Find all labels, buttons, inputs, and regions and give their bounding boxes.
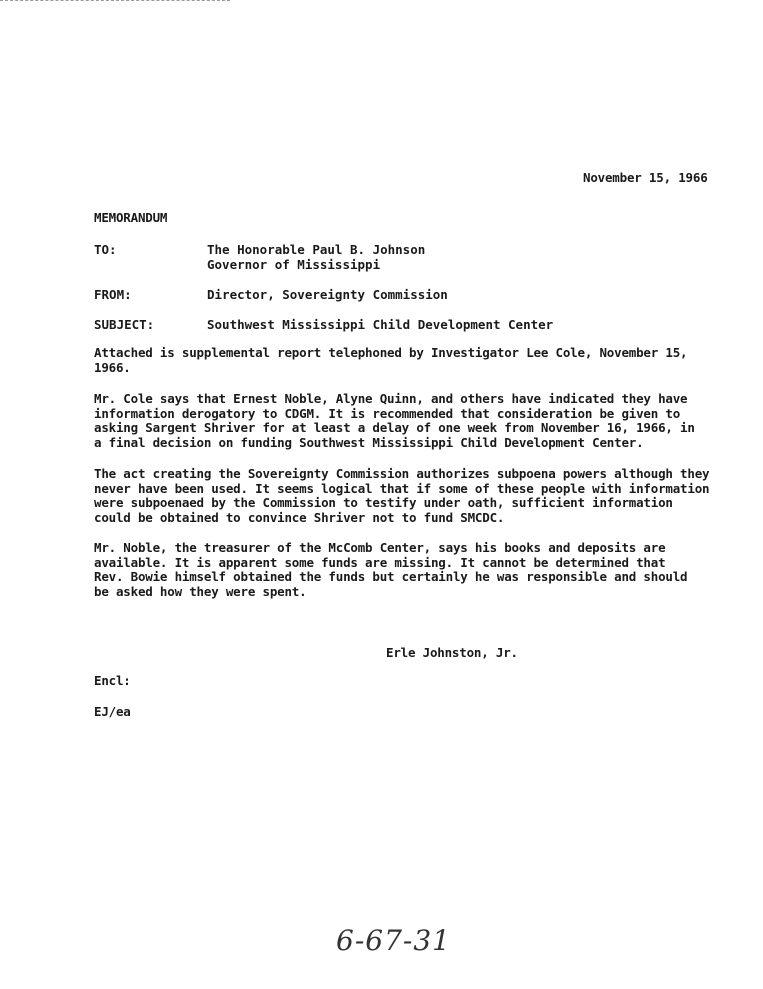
paragraph-line: Mr. Noble, the treasurer of the McComb Center, says his books and deposits are — [94, 540, 666, 555]
subject-text: Southwest Mississippi Child Development Center — [207, 317, 554, 332]
paragraph-line: asking Sargent Shriver for at least a delay of one week from November 16, 1966, in — [94, 420, 695, 436]
paragraph-line: Attached is supplemental report telephoned by Investigator Lee Cole, November 15, — [94, 345, 688, 360]
paragraph-line: The act creating the Sovereignty Commission authorizes subpoena powers although they — [94, 466, 710, 481]
memo-date: November 15, 1966 — [583, 170, 708, 185]
paragraph-line: available. It is apparent some funds are missing. It cannot be determined that — [94, 554, 666, 570]
paragraph-line: a final decision on funding Southwest Mississippi Child Development Center. — [94, 434, 644, 450]
enclosure-note: Encl: — [94, 673, 131, 688]
paragraph-line: were subpoenaed by the Commission to testify under oath, sufficient information — [94, 495, 673, 511]
paragraph-line: information derogatory to CDGM. It is recommended that consideration be given to — [94, 405, 681, 421]
memo-heading: MEMORANDUM — [94, 210, 168, 225]
typist-initials: EJ/ea — [94, 704, 131, 719]
to-recipient-title: Governor of Mississippi — [207, 257, 381, 272]
to-recipient: The Honorable Paul B. Johnson — [207, 242, 426, 257]
paragraph-line: 1966. — [94, 359, 131, 375]
to-label: TO: — [94, 242, 117, 257]
paragraph-1 — [94, 346, 734, 375]
subject-label: SUBJECT: — [94, 317, 155, 332]
paragraph-line: Mr. Cole says that Ernest Noble, Alyne Quinn, and others have indicated they have — [94, 391, 688, 406]
from-label: FROM: — [94, 287, 132, 302]
paragraph-line: Rev. Bowie himself obtained the funds but certainly he was responsible and should — [94, 569, 688, 585]
paragraph-line: never have been used. It seems logical that if some of these people with information — [94, 480, 710, 496]
paragraph-line: be asked how they were spent. — [94, 583, 307, 599]
signature-name: Erle Johnston, Jr. — [386, 645, 518, 660]
paragraph-2 — [94, 392, 734, 450]
top-dashed-rule — [0, 0, 230, 1]
handwritten-file-number: 6-67-31 — [336, 924, 451, 957]
paragraph-3 — [94, 467, 734, 525]
paragraph-line: could be obtained to convince Shriver not to fund SMCDC. — [94, 509, 505, 525]
paragraph-4 — [94, 541, 734, 599]
from-sender: Director, Sovereignty Commission — [207, 287, 448, 302]
